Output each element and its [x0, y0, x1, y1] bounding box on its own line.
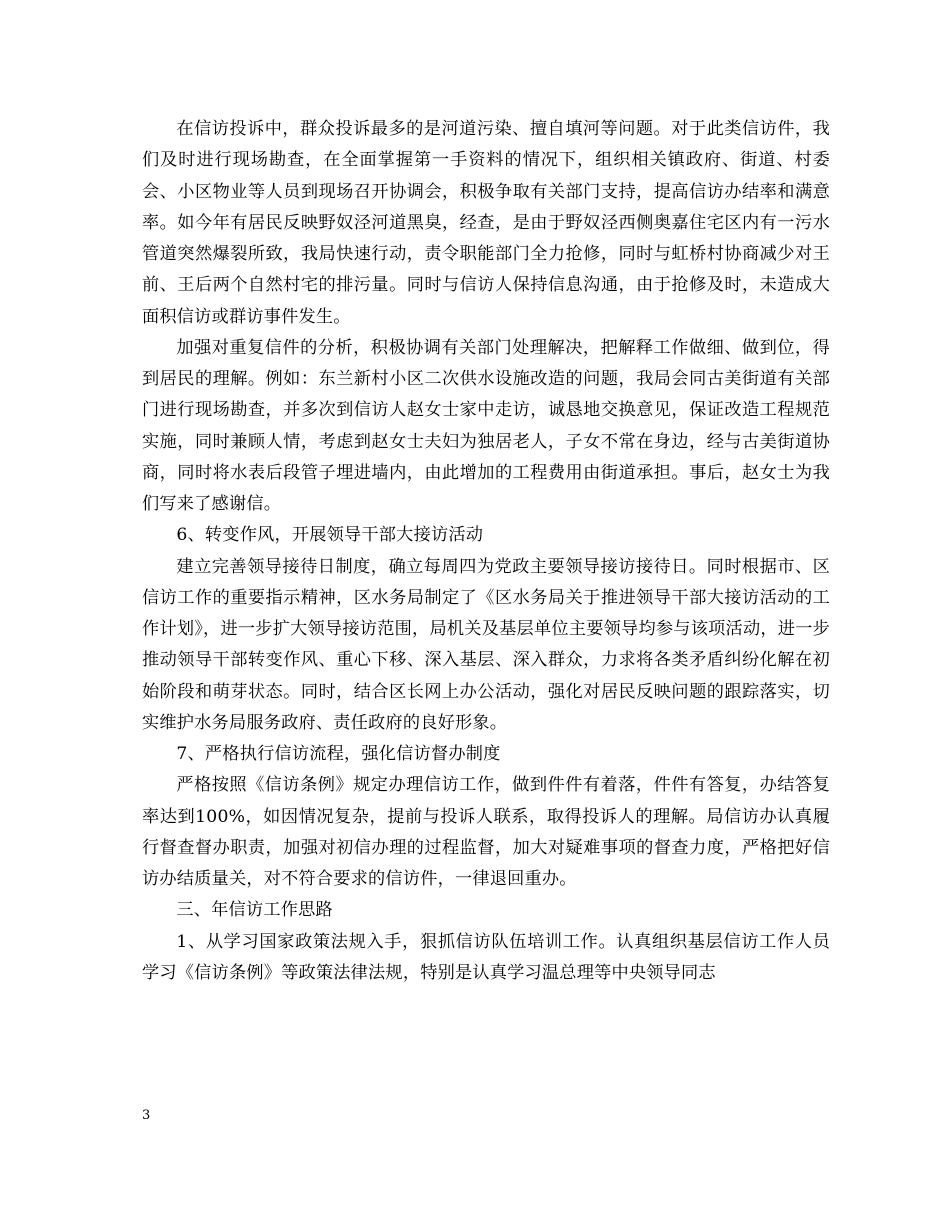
paragraph-leader-reception: 建立完善领导接待日制度，确立每周四为党政主要领导接访接待日。同时根据市、区信访工作的重要指示精神，区水务局制定了《区水务局关于推进领导干部大接访活动的工作计划》，进一步扩大领导接访范围，局机关及基层单位主要领导均参与该项活动，进一步推动领导干部转变作风、重心下移、深入基层、深入群众，力求将各类矛盾纠纷化解在初始阶段和萌芽状态。同时，结合区长网上办公活动，强化对居民反映问题的跟踪落实，切实维护水务局服务政府、责任政府的良好形象。	[142, 556, 830, 733]
paragraph-petition-regulations: 严格按照《信访条例》规定办理信访工作，做到件件有着落，件件有答复，办结答复率达到100%，如因情况复杂，提前与投诉人联系，取得投诉人的理解。局信访办认真履行督查督办职责，加强对初信办理的过程监督，加大对疑难事项的督查力度，严格把好信访办结质量关，对不符合要求的信访件，一律退回重办。	[142, 775, 830, 889]
section-heading-7: 7、严格执行信访流程，强化信访督办制度	[176, 744, 501, 764]
section-heading-6: 6、转变作风，开展领导干部大接访活动	[176, 525, 484, 546]
section-heading-3: 三、年信访工作思路	[176, 900, 333, 921]
paragraph-policy-training: 1、从学习国家政策法规入手，狠抓信访队伍培训工作。认真组织基层信访工作人员学习《信访条例》等政策法律法规，特别是认真学习温总理等中央领导同志	[142, 931, 830, 983]
paragraph-petition-complaints: 在信访投诉中，群众投诉最多的是河道污染、擅自填河等问题。对于此类信访件，我们及时进行现场勘查，在全面掌握第一手资料的情况下，组织相关镇政府、街道、村委会、小区物业等人员到现场召开协调会，积极争取有关部门支持，提高信访办结率和满意率。如今年有居民反映野奴泾河道黑臭，经查，是由于野奴泾西侧奥嘉住宅区内有一污水管道突然爆裂所致，我局快速行动，责令职能部门全力抢修，同时与虹桥村协商减少对王前、王后两个自然村宅的排污量。同时与信访人保持信息沟通，由于抢修及时，未造成大面积信访或群访事件发生。	[142, 119, 830, 327]
document-body	[142, 114, 830, 989]
page-number: 3	[142, 1108, 151, 1123]
paragraph-repeat-letters: 加强对重复信件的分析，积极协调有关部门处理解决，把解释工作做细、做到位，得到居民的理解。例如：东兰新村小区二次供水设施改造的问题，我局会同古美街道有关部门进行现场勘查，并多次到信访人赵女士家中走访，诚恳地交换意见，保证改造工程规范实施，同时兼顾人情，考虑到赵女士夫妇为独居老人，子女不常在身边，经与古美街道协商，同时将水表后段管子埋进墙内，由此增加的工程费用由街道承担。事后，赵女士为我们写来了感谢信。	[142, 337, 830, 514]
